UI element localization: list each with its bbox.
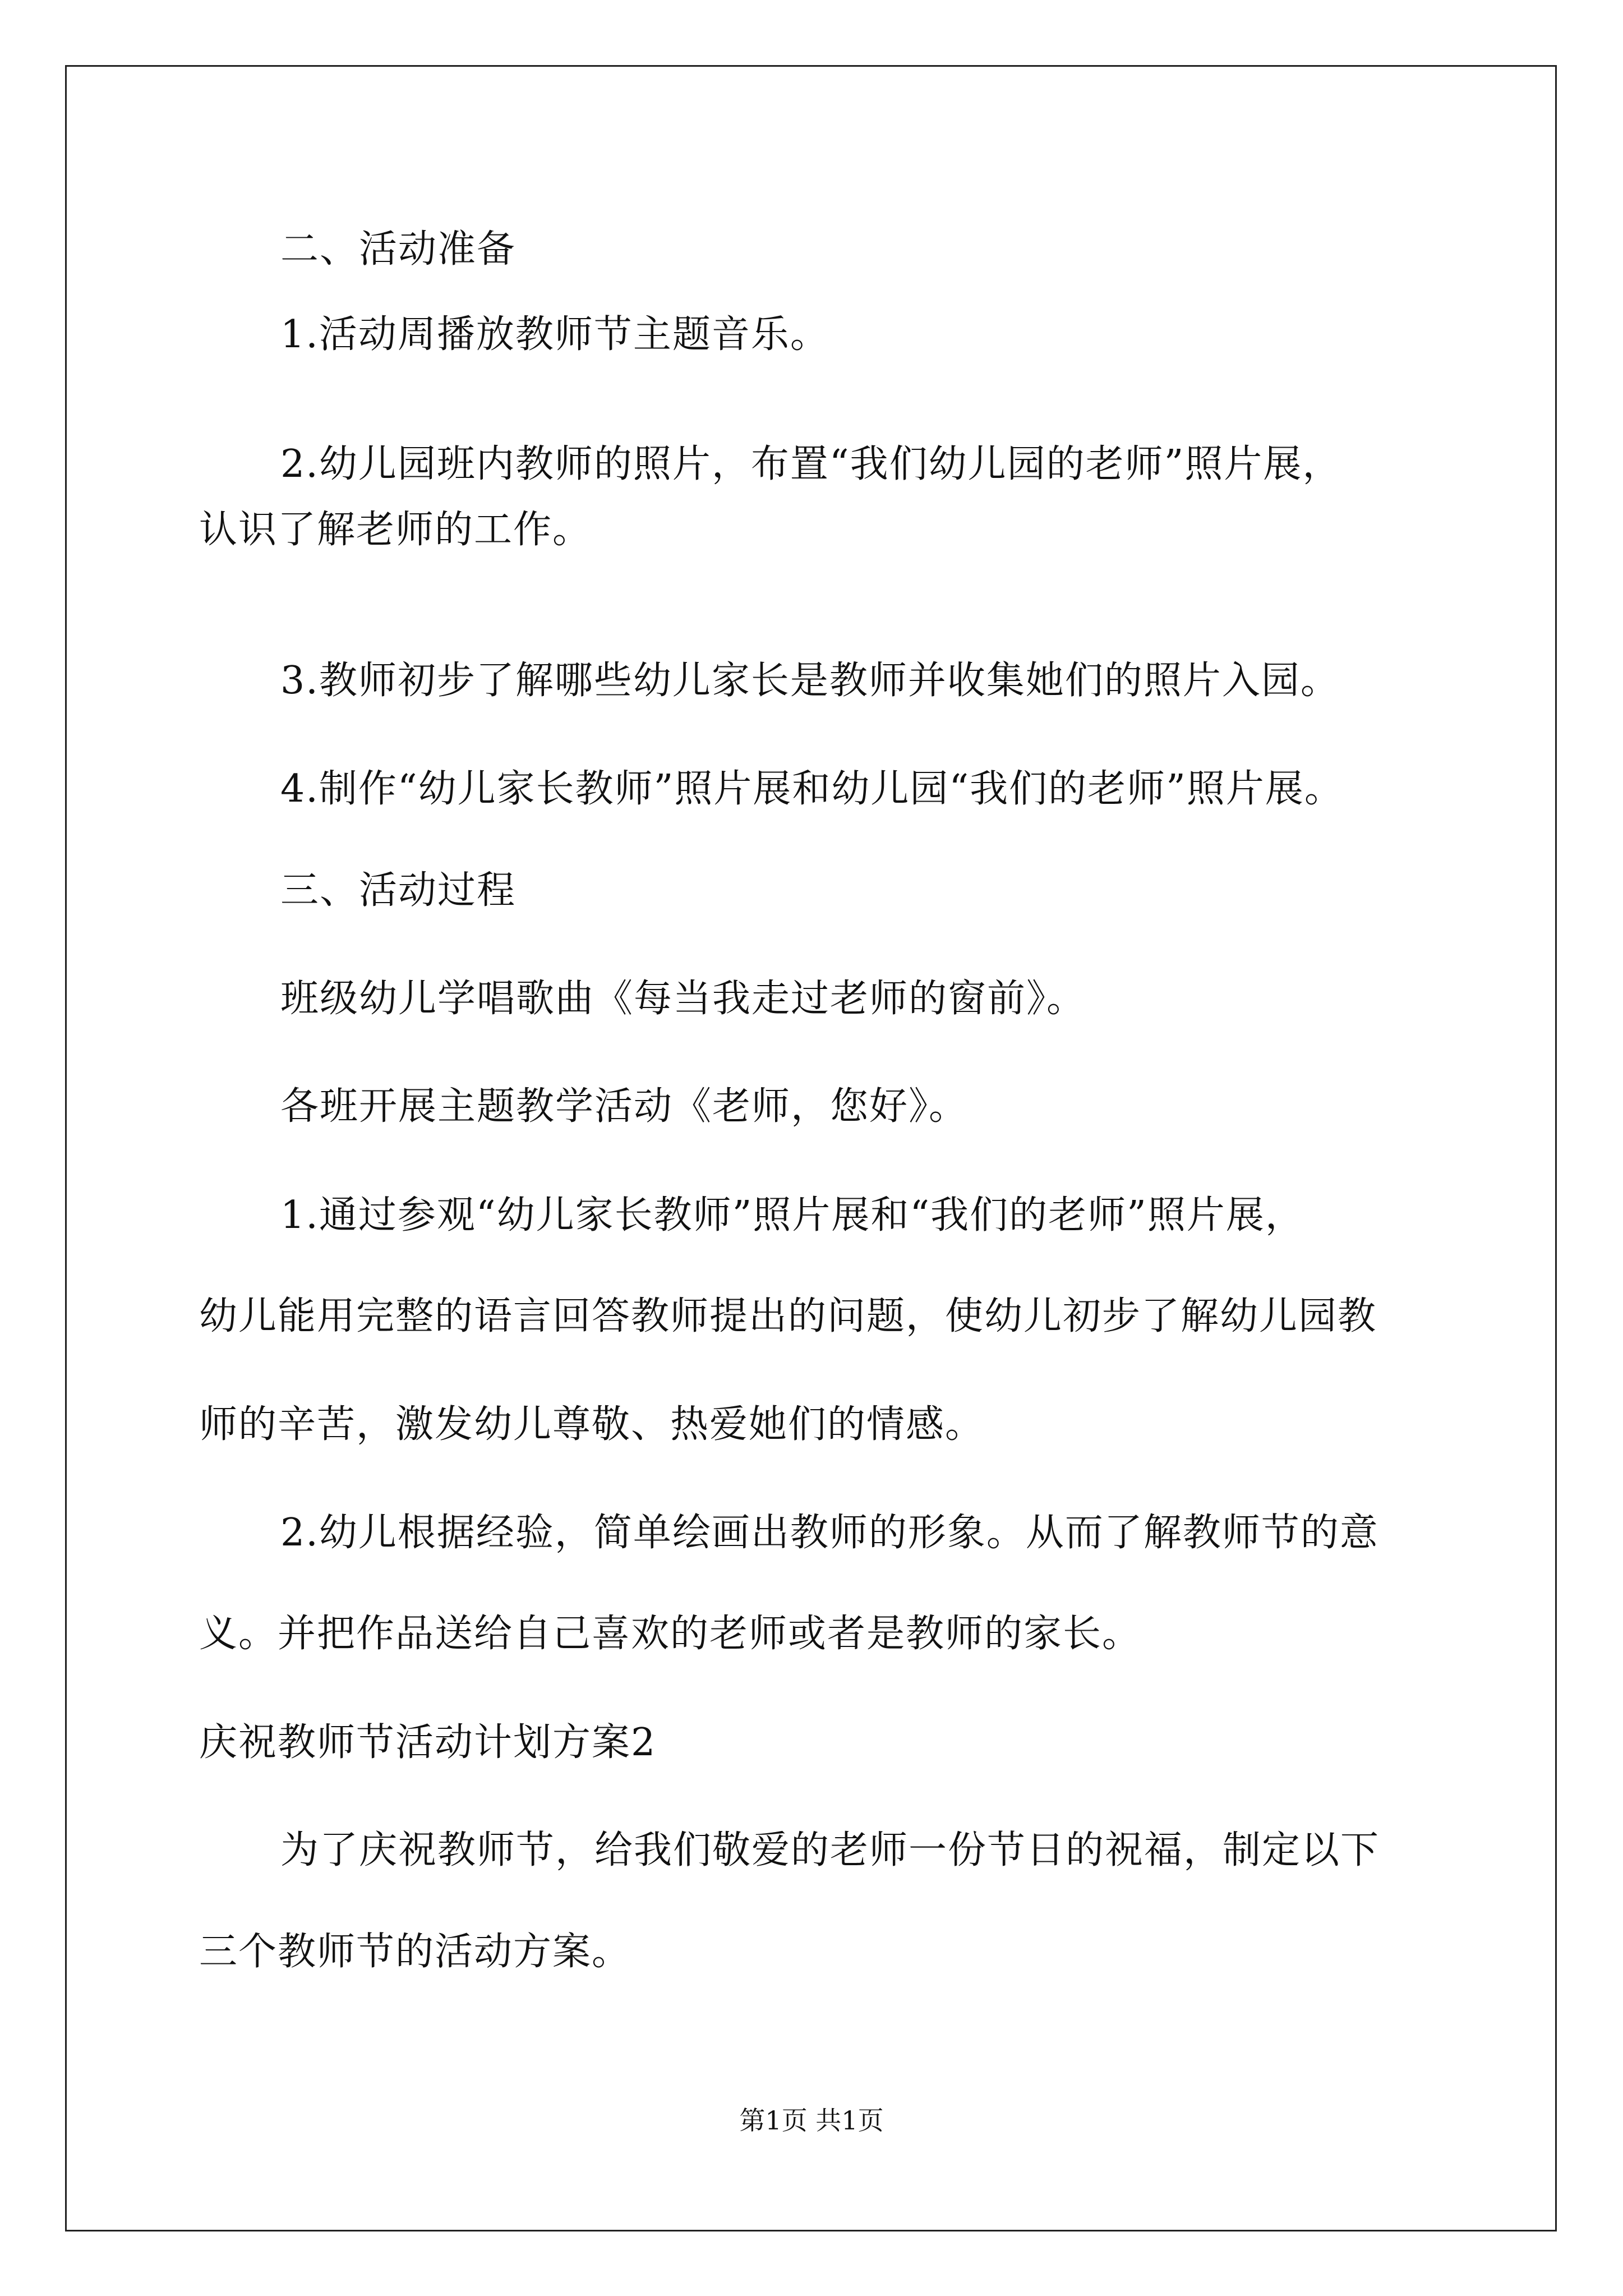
page-border xyxy=(65,65,1557,2231)
paragraph-line: 师的辛苦，激发幼儿尊敬、热爱她们的情感。 xyxy=(199,1402,985,1447)
paragraph-line: 各班开展主题教学活动《老师，您好》。 xyxy=(280,1084,969,1129)
paragraph-line: 幼儿能用完整的语言回答教师提出的问题，使幼儿初步了解幼儿园教 xyxy=(199,1294,1377,1338)
paragraph-line: 为了庆祝教师节，给我们敬爱的老师一份节日的祝福，制定以下 xyxy=(280,1828,1380,1872)
paragraph-line: 认识了解老师的工作。 xyxy=(199,508,592,552)
page-footer: 第1页 共1页 xyxy=(739,2105,884,2136)
paragraph-line: 义。并把作品送给自己喜欢的老师或者是教师的家长。 xyxy=(199,1612,1142,1656)
section-heading-preparation: 二、活动准备 xyxy=(280,227,517,272)
paragraph-line: 三个教师节的活动方案。 xyxy=(199,1930,631,1974)
paragraph-line: 班级幼儿学唱歌曲《每当我走过老师的窗前》。 xyxy=(280,977,1086,1021)
paragraph-line: 1.活动周播放教师节主题音乐。 xyxy=(280,312,829,357)
paragraph-line: 4.制作“幼儿家长教师”照片展和幼儿园“我们的老师”照片展。 xyxy=(280,767,1344,811)
paragraph-line: 1.通过参观“幼儿家长教师”照片展和“我们的老师”照片展， xyxy=(280,1193,1304,1237)
paragraph-line: 2.幼儿根据经验，简单绘画出教师的形象。从而了解教师节的意 xyxy=(280,1511,1379,1555)
section-heading-process: 三、活动过程 xyxy=(280,868,517,913)
paragraph-line: 3.教师初步了解哪些幼儿家长是教师并收集她们的照片入园。 xyxy=(280,659,1340,703)
paragraph-line: 2.幼儿园班内教师的照片，布置“我们幼儿园的老师”照片展， xyxy=(280,442,1342,486)
section-title-plan-2: 庆祝教师节活动计划方案2 xyxy=(199,1720,657,1765)
